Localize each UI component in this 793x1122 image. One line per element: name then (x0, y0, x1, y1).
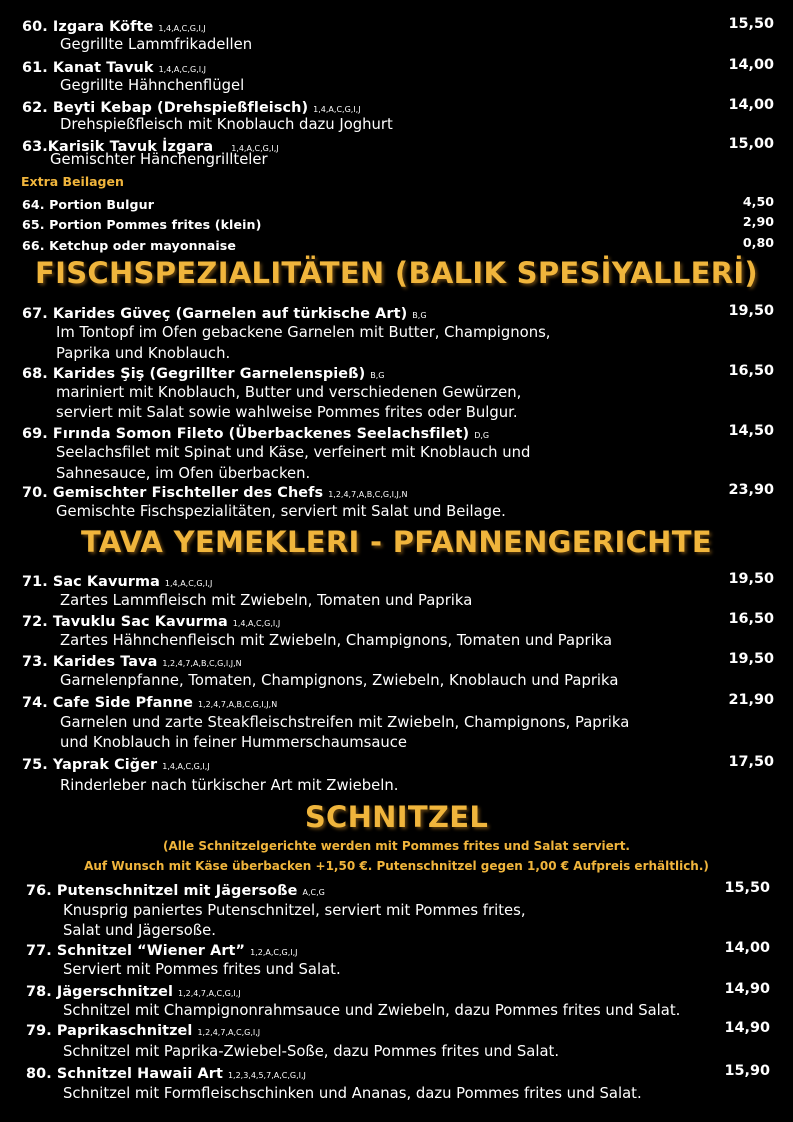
item-description: Rinderleber nach türkischer Art mit Zwiebeln. (60, 777, 399, 794)
item-description: Zartes Lammfleisch mit Zwiebeln, Tomaten und Paprika (60, 592, 473, 609)
allergen-codes: 1,4,A,C,G,I,J (158, 24, 206, 33)
item-name: 70. Gemischter Fischteller des Chefs (22, 485, 324, 501)
item-description: Gemischte Fischspezialitäten, serviert mit Salat und Beilage. (56, 503, 506, 520)
allergen-codes: 1,4,A,C,G,I,J (158, 65, 206, 74)
item-price: 15,50 (724, 880, 770, 896)
item-name: 77. Schnitzel “Wiener Art” (26, 943, 246, 959)
item-price: 4,50 (742, 194, 774, 209)
item-description: Paprika und Knoblauch. (56, 345, 231, 362)
allergen-codes: 1,2,4,7,A,C,G,I,J (178, 989, 241, 998)
item-price: 2,90 (742, 214, 774, 229)
item-name: 72. Tavuklu Sac Kavurma (22, 614, 228, 630)
item-price: 14,90 (724, 1020, 770, 1036)
schnitzel-note: Auf Wunsch mit Käse überbacken +1,50 €. Putenschnitzel gegen 1,00 € Aufpreis erhältlich.) (84, 859, 709, 873)
item-description: Gegrillte Lammfrikadellen (60, 36, 253, 53)
allergen-codes: 1,2,3,4,5,7,A,C,G,I,J (227, 1071, 306, 1080)
item-name: 80. Schnitzel Hawaii Art (26, 1066, 223, 1082)
item-description: Sahnesauce, im Ofen überbacken. (56, 465, 311, 482)
extra-sides-label: Extra Beilagen (21, 174, 124, 189)
allergen-codes: 1,2,4,7,A,B,C,G,I,J,N (328, 490, 408, 499)
item-description: Seelachsfilet mit Spinat und Käse, verfeinert mit Knoblauch und (56, 444, 531, 461)
item-price: 23,90 (728, 482, 774, 498)
item-name: 66. Ketchup oder mayonnaise (22, 238, 236, 253)
item-description: Garnelenpfanne, Tomaten, Champignons, Zwiebeln, Knoblauch und Paprika (60, 672, 619, 689)
item-price: 15,90 (724, 1063, 770, 1079)
item-name: 73. Karides Tava (22, 654, 158, 670)
schnitzel-note: (Alle Schnitzelgerichte werden mit Pommes frites und Salat serviert. (163, 839, 630, 853)
allergen-codes: 1,4,A,C,G,I,J (313, 105, 361, 114)
item-price: 19,50 (728, 303, 774, 319)
item-description: serviert mit Salat sowie wahlweise Pommes frites oder Bulgur. (56, 404, 518, 421)
allergen-codes: 1,4,A,C,G,I,J (231, 144, 279, 153)
item-description: Im Tontopf im Ofen gebackene Garnelen mit Butter, Champignons, (56, 324, 551, 341)
item-price: 19,50 (728, 651, 774, 667)
section-title-fish: FISCHSPEZIALITÄTEN (BALIK SPESİYALLERİ) (35, 256, 758, 290)
item-price: 16,50 (728, 363, 774, 379)
item-description: Serviert mit Pommes frites und Salat. (63, 961, 341, 978)
item-name: 65. Portion Pommes frites (klein) (22, 217, 262, 232)
item-description: Salat und Jägersoße. (63, 922, 216, 939)
item-name: 78. Jägerschnitzel (26, 984, 173, 1000)
item-price: 14,90 (724, 981, 770, 997)
item-name: 71. Sac Kavurma (22, 574, 160, 590)
item-price: 14,00 (724, 940, 770, 956)
item-price: 15,50 (728, 16, 774, 32)
allergen-codes: B,G (412, 311, 427, 320)
item-name: 69. Fırında Somon Fileto (Überbackenes Seelachsfilet) (22, 426, 470, 442)
item-price: 16,50 (728, 611, 774, 627)
item-description: Garnelen und zarte Steakfleischstreifen mit Zwiebeln, Champignons, Paprika (60, 714, 630, 731)
allergen-codes: 1,2,A,C,G,I,J (250, 948, 298, 957)
item-price: 19,50 (728, 571, 774, 587)
item-price: 14,50 (728, 423, 774, 439)
allergen-codes: 1,2,4,7,A,C,G,I,J (197, 1028, 261, 1037)
item-name: 67. Karides Güveç (Garnelen auf türkische Art) (22, 306, 408, 322)
item-price: 14,00 (728, 57, 774, 73)
item-price: 14,00 (728, 97, 774, 113)
item-description: Gemischter Hänchengrillteler (50, 151, 268, 168)
item-name: 62. Beyti Kebap (Drehspießfleisch) (22, 100, 309, 116)
item-name: 61. Kanat Tavuk (22, 60, 154, 76)
item-price: 15,00 (728, 136, 774, 152)
item-name: 79. Paprikaschnitzel (26, 1023, 193, 1039)
item-description: mariniert mit Knoblauch, Butter und verschiedenen Gewürzen, (56, 384, 522, 401)
allergen-codes: 1,2,4,7,A,B,C,G,I,J,N (197, 700, 278, 709)
allergen-codes: 1,4,A,C,G,I,J (232, 619, 281, 628)
allergen-codes: 1,4,A,C,G,I,J (162, 762, 210, 771)
allergen-codes: B,G (370, 371, 385, 380)
item-name: 63.Karisik Tavuk İzgara (22, 139, 214, 155)
item-name: 74. Cafe Side Pfanne (22, 695, 193, 711)
item-description: Knusprig paniertes Putenschnitzel, serviert mit Pommes frites, (63, 902, 526, 919)
item-name: 76. Putenschnitzel mit Jägersoße (26, 883, 298, 899)
item-name: 68. Karides Şiş (Gegrillter Garnelenspieß) (22, 366, 366, 382)
item-description: Schnitzel mit Champignonrahmsauce und Zwiebeln, dazu Pommes frites und Salat. (63, 1002, 681, 1019)
item-name: 75. Yaprak Ciğer (22, 757, 158, 773)
section-title-tava: TAVA YEMEKLERI - PFANNENGERICHTE (81, 525, 712, 559)
item-description: und Knoblauch in feiner Hummerschaumsauce (60, 734, 408, 751)
item-name: 60. Izgara Köfte (22, 19, 154, 35)
item-price: 17,50 (728, 754, 774, 770)
item-price: 21,90 (728, 692, 774, 708)
item-description: Schnitzel mit Paprika-Zwiebel-Soße, dazu Pommes frites und Salat. (63, 1043, 560, 1060)
item-description: Drehspießfleisch mit Knoblauch dazu Joghurt (60, 116, 393, 133)
section-title-schnitzel: SCHNITZEL (304, 800, 489, 834)
allergen-codes: A,C,G (302, 888, 325, 897)
item-price: 0,80 (742, 235, 774, 250)
item-description: Schnitzel mit Formfleischschinken und Ananas, dazu Pommes frites und Salat. (63, 1085, 642, 1102)
allergen-codes: D,G (474, 431, 490, 440)
allergen-codes: 1,2,4,7,A,B,C,G,I,J,N (162, 659, 242, 668)
item-name: 64. Portion Bulgur (22, 197, 154, 212)
item-description: Zartes Hähnchenfleisch mit Zwiebeln, Champignons, Tomaten und Paprika (60, 632, 613, 649)
allergen-codes: 1,4,A,C,G,I,J (164, 579, 213, 588)
item-description: Gegrillte Hähnchenflügel (60, 77, 245, 94)
